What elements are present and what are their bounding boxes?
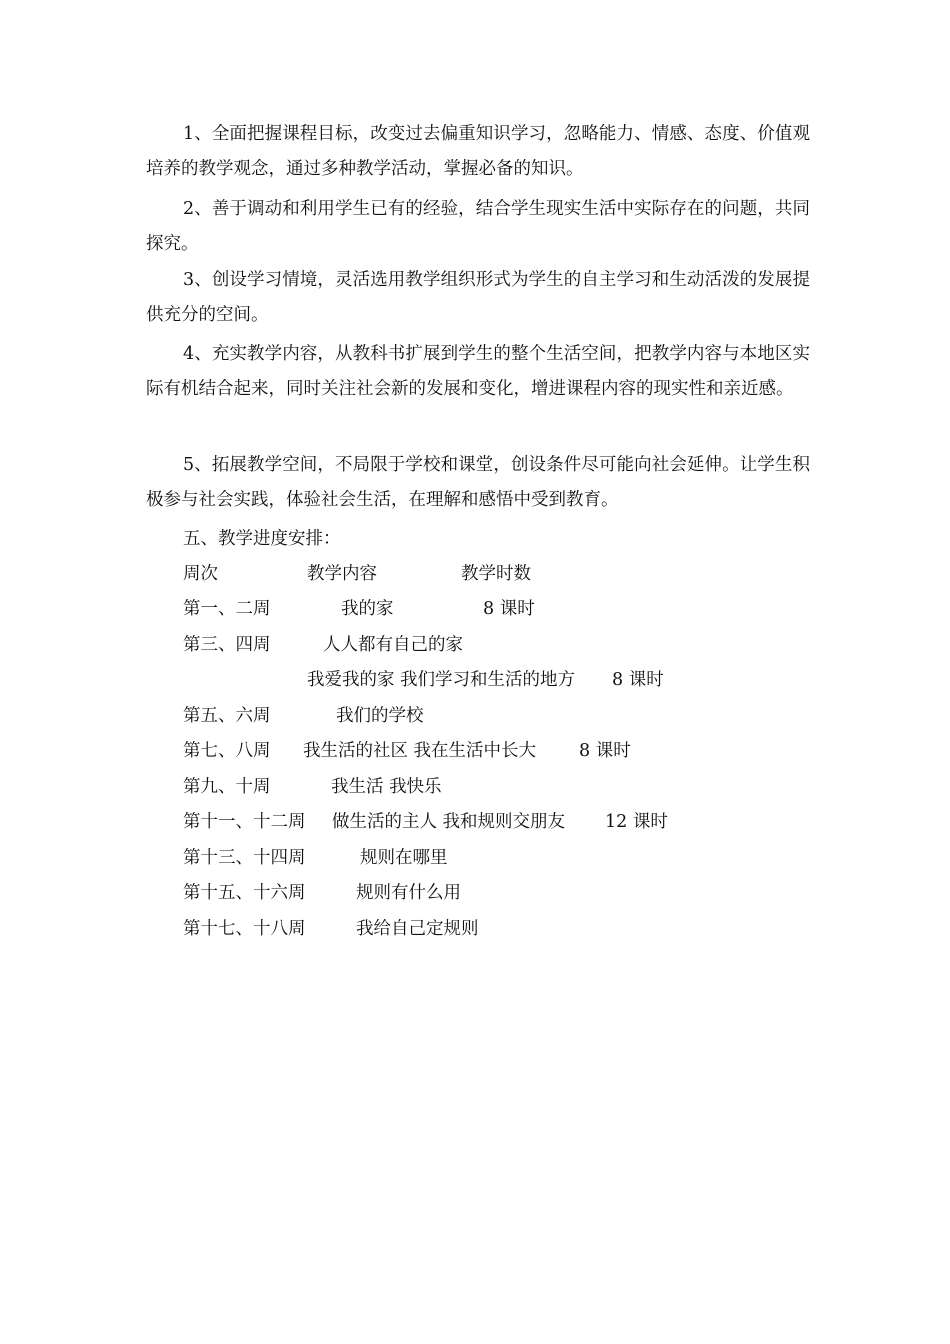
header-week: 周次	[183, 564, 218, 584]
row-content: 规则在哪里	[360, 848, 448, 868]
row-content: 我爱我的家 我们学习和生活的地方	[307, 670, 576, 690]
row-week: 第一、二周	[183, 599, 271, 619]
row-week: 第三、四周	[183, 635, 271, 655]
paragraph-1: 1、全面把握课程目标，改变过去偏重知识学习，忽略能力、情感、态度、价值观培养的教学观念，通过多种教学活动，掌握必备的知识。	[146, 124, 810, 179]
row-content: 我给自己定规则	[356, 919, 479, 939]
row-content: 我的家	[341, 599, 394, 619]
paragraph-2: 2、善于调动和利用学生已有的经验，结合学生现实生活中实际存在的问题，共同探究。	[146, 199, 810, 254]
row-week: 第十五、十六周	[183, 883, 306, 903]
row-hours: 12 课时	[605, 812, 668, 832]
row-week: 第五、六周	[183, 706, 271, 726]
row-hours: 8 课时	[579, 741, 631, 761]
row-content: 人人都有自己的家	[323, 635, 463, 655]
paragraph-3: 3、创设学习情境，灵活选用教学组织形式为学生的自主学习和生动活泼的发展提供充分的空间。	[146, 270, 810, 325]
row-hours: 8 课时	[483, 599, 535, 619]
row-content: 我生活的社区 我在生活中长大	[303, 741, 537, 761]
schedule-heading: 五、教学进度安排：	[183, 529, 341, 549]
row-content: 规则有什么用	[356, 883, 461, 903]
row-week: 第九、十周	[183, 777, 271, 797]
row-week: 第七、八周	[183, 741, 271, 761]
row-week: 第十一、十二周	[183, 812, 306, 832]
row-content: 我生活 我快乐	[331, 777, 442, 797]
paragraph-4: 4、充实教学内容，从教科书扩展到学生的整个生活空间，把教学内容与本地区实际有机结合起来，同时关注社会新的发展和变化，增进课程内容的现实性和亲近感。	[146, 344, 810, 399]
header-hours: 教学时数	[461, 564, 531, 584]
row-week: 第十三、十四周	[183, 848, 306, 868]
row-content: 做生活的主人 我和规则交朋友	[332, 812, 566, 832]
header-content: 教学内容	[307, 564, 377, 584]
row-content: 我们的学校	[336, 706, 424, 726]
row-week: 第十七、十八周	[183, 919, 306, 939]
row-hours: 8 课时	[612, 670, 664, 690]
paragraph-5: 5、拓展教学空间，不局限于学校和课堂，创设条件尽可能向社会延伸。让学生积极参与社会实践，体验社会生活，在理解和感悟中受到教育。	[146, 455, 810, 510]
